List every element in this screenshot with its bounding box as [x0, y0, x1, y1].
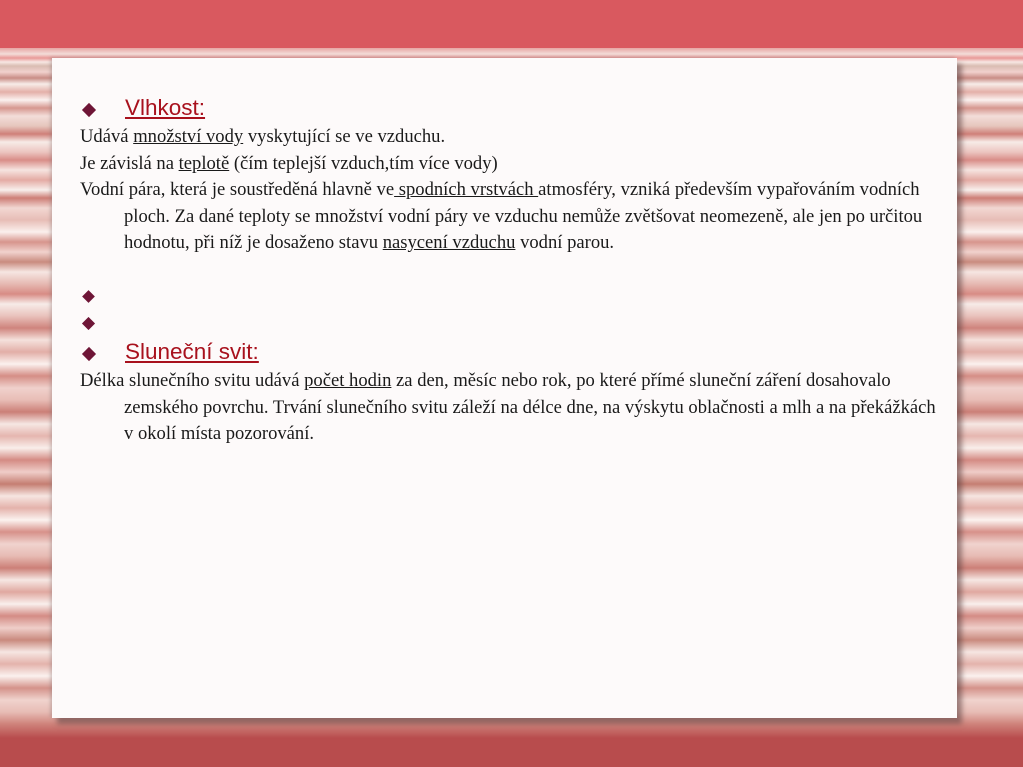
- spacer: [80, 257, 940, 284]
- text-span: Vodní pára, která je soustředěná hlavně ve: [80, 179, 395, 200]
- paragraph-delka-svitu: [80, 368, 940, 448]
- link-pocet-hodin[interactable]: počet hodin: [304, 370, 392, 391]
- text-span: Je závislá na: [80, 152, 179, 174]
- text-span: Délka slunečního svitu udává: [80, 370, 305, 391]
- text-span: vodní parou.: [515, 232, 615, 253]
- slide-content: [80, 92, 940, 448]
- paragraph-udava: [80, 124, 940, 151]
- text-span: (čím teplejší vzduch,tím více vody): [229, 152, 498, 174]
- spacer: [80, 283, 940, 310]
- paragraph-zavisla: [80, 151, 940, 178]
- text-span: Udává: [80, 126, 134, 147]
- text-span: za den, měsíc nebo rok, po které přímé sluneční záření dosahovalo zemského povrchu. Trvání slunečního svitu záleží na délce dne, na výskytu oblačnosti a mlh a na překážkách v okolí místa pozorování.: [124, 370, 936, 444]
- heading-slunecni-svit: [80, 336, 940, 368]
- paragraph-vodni-para: [80, 177, 940, 257]
- link-nasyceni-vzduchu[interactable]: nasycení vzduchu: [382, 232, 516, 253]
- text-span: atmosféry, vzniká především vypařováním vodních ploch. Za dané teploty se množství vodní páry ve vzduchu nemůže zvětšovat neomezeně, ale jen po určitou hodnotu, při níž je dosaženo stavu: [124, 179, 923, 253]
- link-spodnich-vrstvach[interactable]: spodních vrstvách: [394, 179, 539, 200]
- heading-slunecni-svit-text: Sluneční svit:: [125, 339, 259, 364]
- diamond-bullet-icon: [82, 347, 96, 361]
- link-teplote[interactable]: teplotě: [178, 152, 230, 174]
- heading-vlhkost-text: Vlhkost:: [125, 95, 206, 120]
- spacer: [80, 310, 940, 337]
- diamond-bullet-icon: [82, 103, 96, 117]
- heading-vlhkost: [80, 92, 940, 124]
- link-mnozstvi-vody[interactable]: množství vody: [133, 126, 244, 147]
- text-span: vyskytující se ve vzduchu.: [243, 126, 446, 147]
